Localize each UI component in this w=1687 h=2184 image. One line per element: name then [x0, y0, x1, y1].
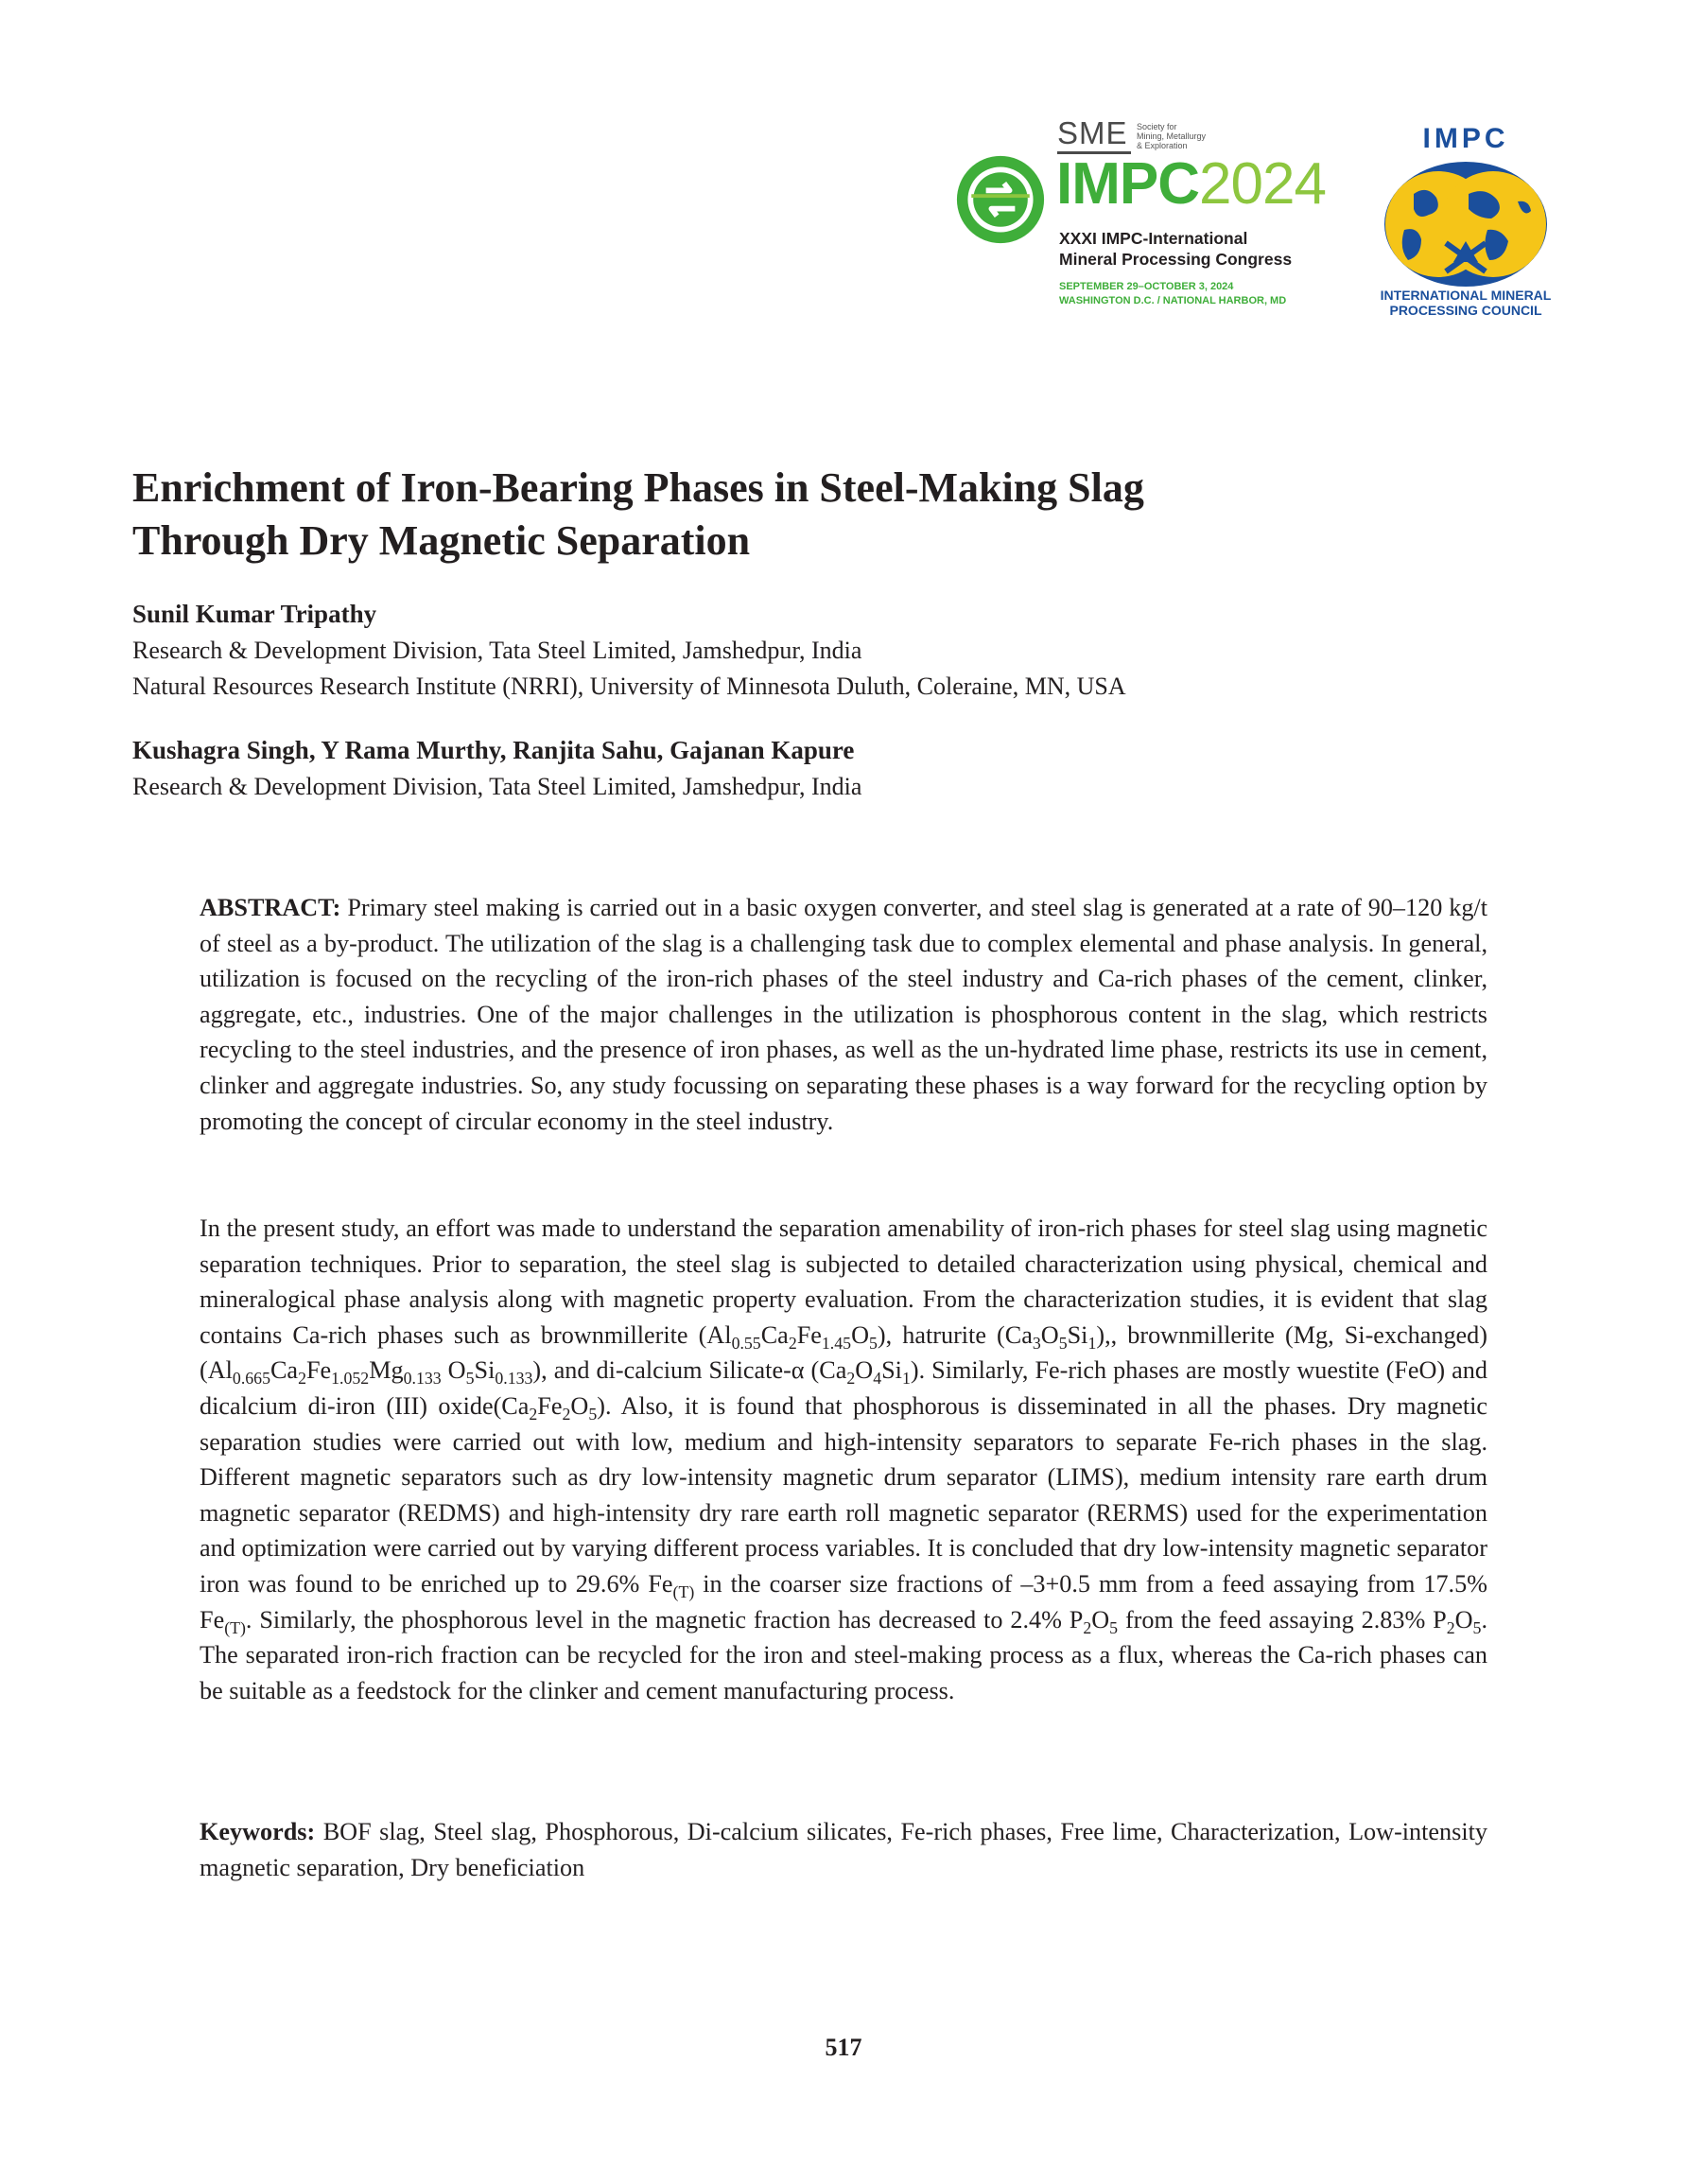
formula-text: O — [1091, 1605, 1110, 1634]
abstract-text: ), and di-calcium Silicate-α (Ca — [532, 1356, 847, 1385]
subscript: 5 — [1058, 1333, 1068, 1353]
formula-text: Fe — [796, 1320, 822, 1349]
subscript: (T) — [224, 1617, 246, 1637]
sme-subtitle: Society for Mining, Metallurgy & Exploration — [1137, 122, 1207, 150]
formula-text: Si — [1067, 1320, 1088, 1349]
keywords-text: BOF slag, Steel slag, Phosphorous, Di-calcium silicates, Fe-rich phases, Free lime, Characterization, Low-intensity magnetic separation, Dry beneficiation — [200, 1818, 1487, 1881]
subscript: 3 — [1032, 1333, 1041, 1353]
congress-dates: SEPTEMBER 29–OCTOBER 3, 2024 WASHINGTON D.C. / NATIONAL HARBOR, MD — [1059, 281, 1287, 306]
formula-text: Si — [881, 1356, 902, 1385]
subscript: 1.45 — [821, 1333, 852, 1353]
impc-word: IMPC — [1056, 151, 1199, 217]
subscript: 5 — [1109, 1617, 1119, 1637]
abstract-label: ABSTRACT: — [200, 894, 341, 921]
subscript: 5 — [868, 1333, 878, 1353]
keywords-paragraph — [200, 1814, 1487, 1885]
subscript: 5 — [465, 1369, 475, 1389]
author-names-2: Kushagra Singh, Y Rama Murthy, Ranjita Sahu, Gajanan Kapure — [132, 736, 855, 764]
subscript: 0.55 — [731, 1333, 761, 1353]
council-acronym: IMPC — [1422, 123, 1509, 154]
formula-text: O — [855, 1356, 874, 1385]
globe-icon — [1376, 151, 1556, 303]
abstract-text: from the feed assaying 2.83% P — [1118, 1605, 1447, 1634]
abstract-text: ). Also, it is found that phosphorous is disseminated in all the phases. Dry magnetic separation studies were carried out with low, medium and high-intensity separators to separate Fe-rich phases in the slag. Different magnetic separators such as dry low-intensity magnetic drum separator (LIMS), medium intensity rare earth drum magnetic separator (REDMS) and high-intensity dry rare earth roll magnetic separator (RERMS) used for the experimentation and optimization were carried out by varying different process variables. It is concluded that dry low-intensity magnetic separator iron was found to be enriched up to 29.6% Fe — [200, 1391, 1487, 1598]
abstract-text: in the coarser size fractions of –3+0.5 mm from a feed assaying from 17.5% Fe — [200, 1569, 1487, 1634]
abstract-paragraph-2 — [200, 1211, 1487, 1708]
formula-text: O — [851, 1320, 869, 1349]
formula-text: Si — [474, 1356, 496, 1385]
abstract-text-1: Primary steel making is carried out in a basic oxygen converter, and steel slag is generated at a rate of 90–120 kg/t of steel as a by-product. The utilization of the slag is a challenging task due to complex elemental and phase analysis. In general, utilization is focused on the recycling of the iron-rich phases of the steel industry and Ca-rich phases of the cement, clinker, aggregate, etc., industries. One of the major challenges in the utilization is phosphorous content in the slag, which restricts recycling to the steel industries, and the presence of iron phases, as well as the un-hydrated lime phase, restricts its use in cement, clinker and aggregate industries. So, any study focussing on separating these phases is a way forward for the recycling option by promoting the concept of circular economy in the steel industry. — [200, 894, 1487, 1135]
subscript: 1.052 — [331, 1369, 370, 1389]
subscript: 2 — [1446, 1617, 1455, 1637]
subscript: 5 — [588, 1404, 598, 1424]
abstract-text: ), hatrurite (Ca — [877, 1320, 1033, 1349]
subscript: 1 — [1087, 1333, 1097, 1353]
page-number: 517 — [825, 2034, 862, 2061]
abstract-text: . The separated iron-rich fraction can be recycled for the iron and steel-making process as a flux, whereas the Ca-rich phases can be suitable as a feedstock for the clinker and cement manufacturing process. — [200, 1605, 1487, 1704]
keywords-label: Keywords: — [200, 1818, 316, 1845]
subscript: 1 — [901, 1369, 911, 1389]
abstract-text: ),, brownmillerite (Mg, Si-exchanged) (Al — [200, 1320, 1487, 1385]
subscript: (T) — [672, 1581, 695, 1601]
abstract-text: ). Similarly, Fe-rich phases are mostly wuestite (FeO) and dicalcium di-iron (III) oxide(Ca — [200, 1356, 1487, 1420]
sme-wordmark: SME — [1057, 115, 1128, 150]
subscript: 0.133 — [403, 1369, 442, 1389]
author-names-1: Sunil Kumar Tripathy — [132, 600, 377, 628]
impc-council-logo — [1371, 123, 1560, 322]
author-affiliation-1b: Natural Resources Research Institute (NRRI), University of Minnesota Duluth, Coleraine, MN, USA — [132, 673, 1126, 700]
abstract-text: . Similarly, the phosphorous level in the magnetic fraction has decreased to 2.4% P — [245, 1605, 1084, 1634]
subscript: 2 — [298, 1369, 306, 1389]
subscript: 2 — [788, 1333, 797, 1353]
year-word: 2024 — [1199, 151, 1326, 217]
subscript: 4 — [873, 1369, 882, 1389]
formula-text: Fe — [305, 1356, 332, 1385]
subscript: 5 — [1472, 1617, 1482, 1637]
subscript: 2 — [846, 1369, 856, 1389]
formula-text: Mg — [369, 1356, 404, 1385]
congress-name: XXXI IMPC-International Mineral Processing Congress — [1059, 229, 1293, 269]
subscript: 0.133 — [495, 1369, 533, 1389]
formula-text: Fe — [537, 1391, 563, 1420]
subscript: 2 — [529, 1404, 538, 1424]
formula-text: Ca — [270, 1356, 299, 1385]
abstract-paragraph-1 — [200, 890, 1487, 1139]
formula-text: Ca — [760, 1320, 789, 1349]
subscript: 2 — [562, 1404, 571, 1424]
formula-text: O — [570, 1391, 589, 1420]
subscript: 2 — [1083, 1617, 1092, 1637]
formula-text: O — [1454, 1605, 1473, 1634]
formula-text: O — [1040, 1320, 1059, 1349]
council-name: INTERNATIONAL MINERAL PROCESSING COUNCIL — [1380, 288, 1552, 318]
formula-text: O — [441, 1356, 466, 1385]
paper-title: Enrichment of Iron-Bearing Phases in Steel-Making Slag Through Dry Magnetic Separation — [132, 464, 1144, 564]
abstract-text: In the present study, an effort was made to understand the separation amenability of iron-rich phases for steel slag using magnetic separation techniques. Prior to separation, the steel slag is subjected to detailed characterization using physical, chemical and mineralogical phase analysis along with magnetic property evaluation. From the characterization studies, it is evident that slag contains Ca-rich phases such as brownmillerite (Al — [200, 1214, 1487, 1349]
subscript: 0.665 — [232, 1369, 270, 1389]
impc-2024-emblem-icon — [955, 154, 1046, 245]
impc-2024-wordmark — [1056, 151, 1326, 218]
author-affiliation-2: Research & Development Division, Tata Steel Limited, Jamshedpur, India — [132, 773, 862, 800]
author-affiliation-1a: Research & Development Division, Tata Steel Limited, Jamshedpur, India — [132, 637, 862, 664]
